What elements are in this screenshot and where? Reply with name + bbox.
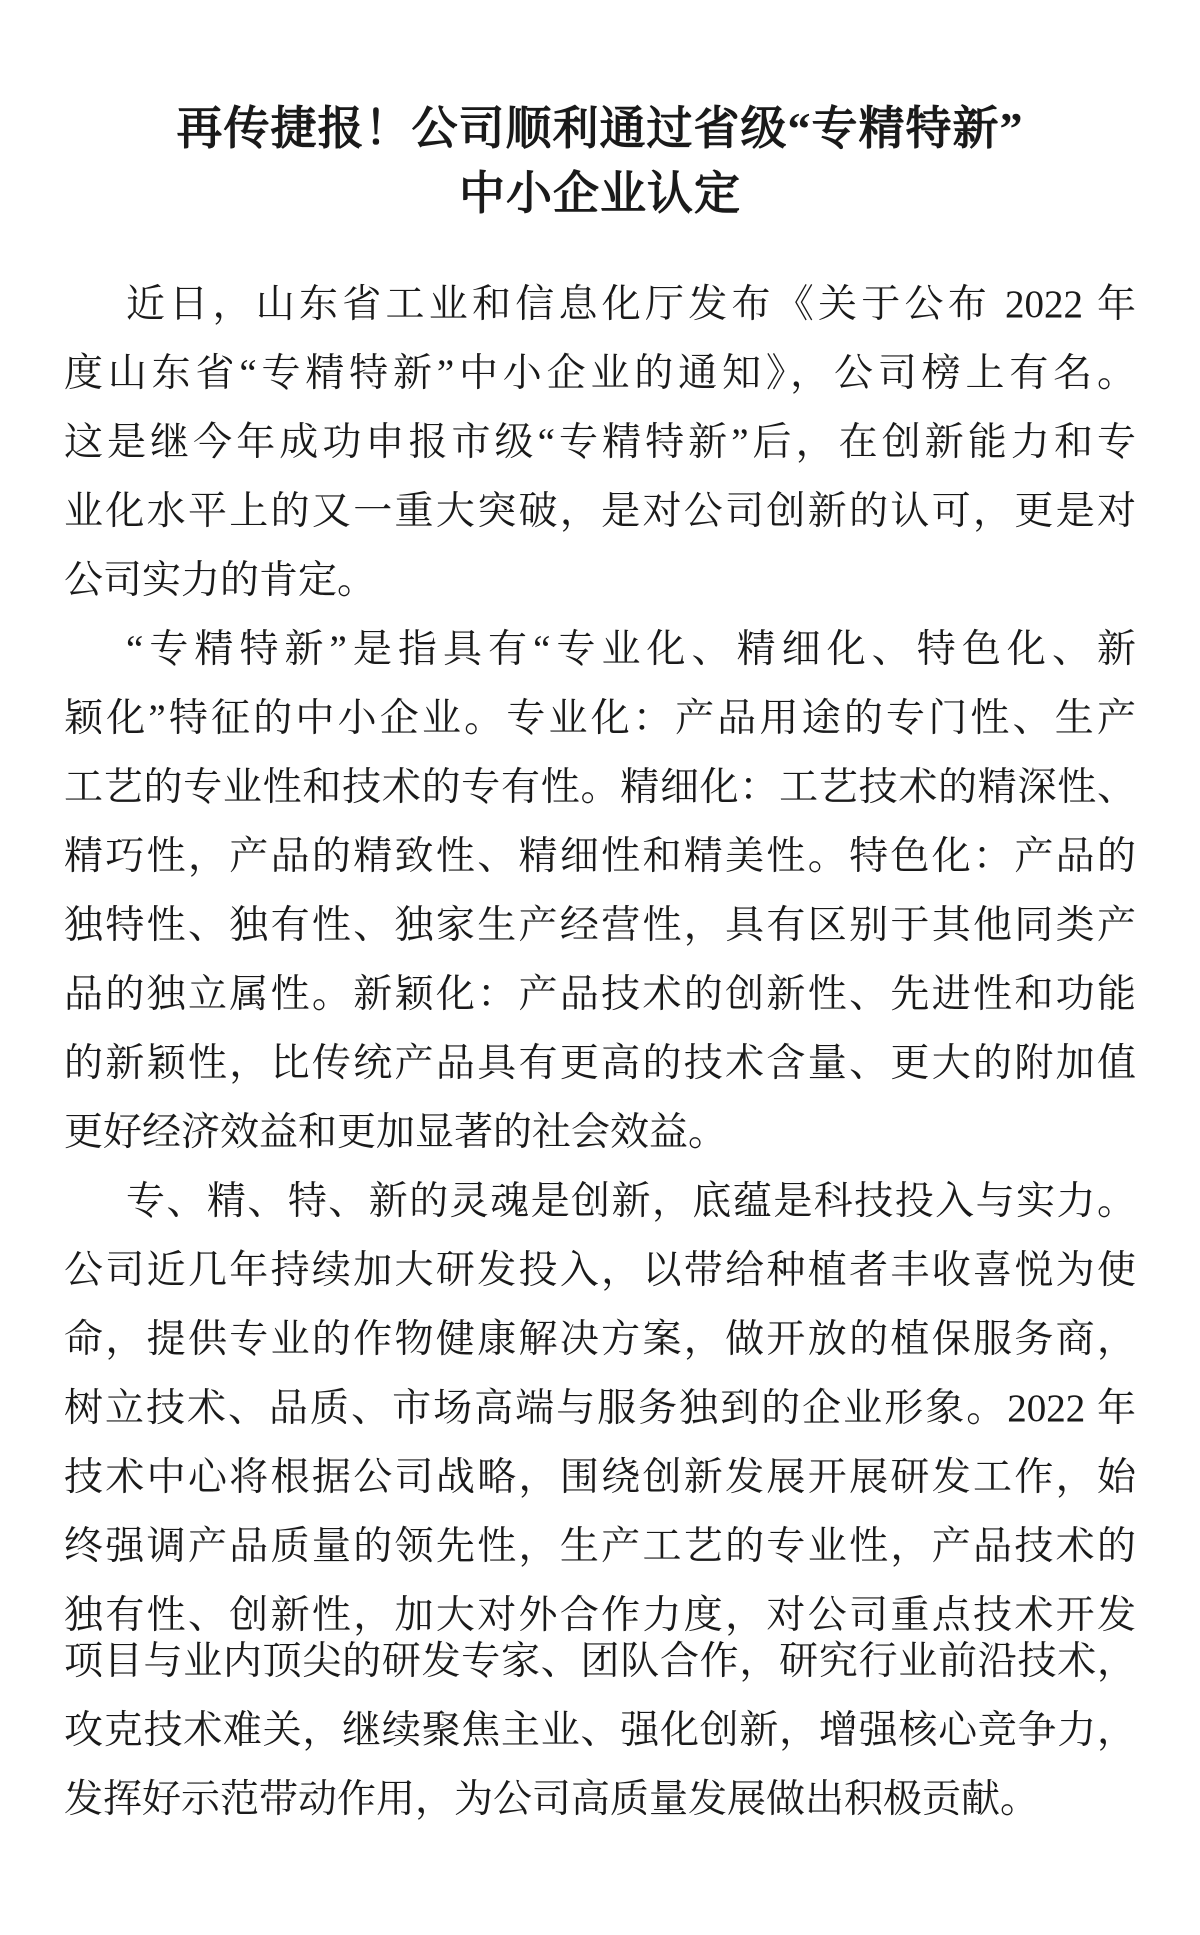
text-line: 终强调产品质量的领先性，生产工艺的专业性，产品技术的 bbox=[64, 1525, 1136, 1568]
text-line: 公司实力的肯定。 bbox=[64, 559, 377, 602]
text-line: 命，提供专业的作物健康解决方案，做开放的植保服务商， bbox=[64, 1318, 1136, 1361]
text-line: 技术中心将根据公司战略，围绕创新发展开展研发工作，始 bbox=[64, 1456, 1136, 1499]
text-line: 攻克技术难关，继续聚焦主业、强化创新，增强核心竞争力， bbox=[64, 1709, 1136, 1752]
text-line: 颖化”特征的中小企业。专业化：产品用途的专门性、生产 bbox=[64, 697, 1136, 740]
text-line: 精巧性，产品的精致性、精细性和精美性。特色化：产品的 bbox=[64, 835, 1136, 878]
paragraph-1 bbox=[64, 270, 1136, 615]
text-line: 这是继今年成功申报市级“专精特新”后，在创新能力和专 bbox=[64, 421, 1136, 464]
text-line: 更好经济效益和更加显著的社会效益。 bbox=[64, 1111, 728, 1154]
text-line: 发挥好示范带动作用，为公司高质量发展做出积极贡献。 bbox=[64, 1778, 1040, 1821]
text-line: 品的独立属性。新颖化：产品技术的创新性、先进性和功能 bbox=[64, 973, 1136, 1016]
text-line: 独特性、独有性、独家生产经营性，具有区别于其他同类产 bbox=[64, 904, 1136, 947]
text-line: 工艺的专业性和技术的专有性。精细化：工艺技术的精深性、 bbox=[64, 766, 1136, 809]
document-title bbox=[60, 0, 1140, 226]
text-line: “专精特新”是指具有“专业化、精细化、特色化、新 bbox=[126, 628, 1136, 671]
text-line: 度山东省“专精特新”中小企业的通知》，公司榜上有名。 bbox=[64, 352, 1136, 395]
text-line: 专、精、特、新的灵魂是创新，底蕴是科技投入与实力。 bbox=[126, 1180, 1136, 1223]
text-line: 项目与业内顶尖的研发专家、团队合作，研究行业前沿技术， bbox=[64, 1640, 1136, 1683]
text-line: 的新颖性，比传统产品具有更高的技术含量、更大的附加值 bbox=[64, 1042, 1136, 1085]
title-line-1: 再传捷报！公司顺利通过省级“专精特新” bbox=[176, 103, 1024, 154]
text-line: 独有性、创新性，加大对外合作力度，对公司重点技术开发 bbox=[64, 1594, 1136, 1637]
text-line: 业化水平上的又一重大突破，是对公司创新的认可，更是对 bbox=[64, 490, 1136, 533]
paragraph-2 bbox=[64, 615, 1136, 1167]
text-line: 树立技术、品质、市场高端与服务独到的企业形象。2022 年 bbox=[64, 1387, 1136, 1430]
text-line: 公司近几年持续加大研发投入，以带给种植者丰收喜悦为使 bbox=[64, 1249, 1136, 1292]
document-body bbox=[64, 270, 1136, 1834]
text-line: 近日，山东省工业和信息化厅发布《关于公布 2022 年 bbox=[126, 283, 1136, 326]
title-line-2: 中小企业认定 bbox=[459, 168, 741, 219]
paragraph-3 bbox=[64, 1167, 1136, 1834]
